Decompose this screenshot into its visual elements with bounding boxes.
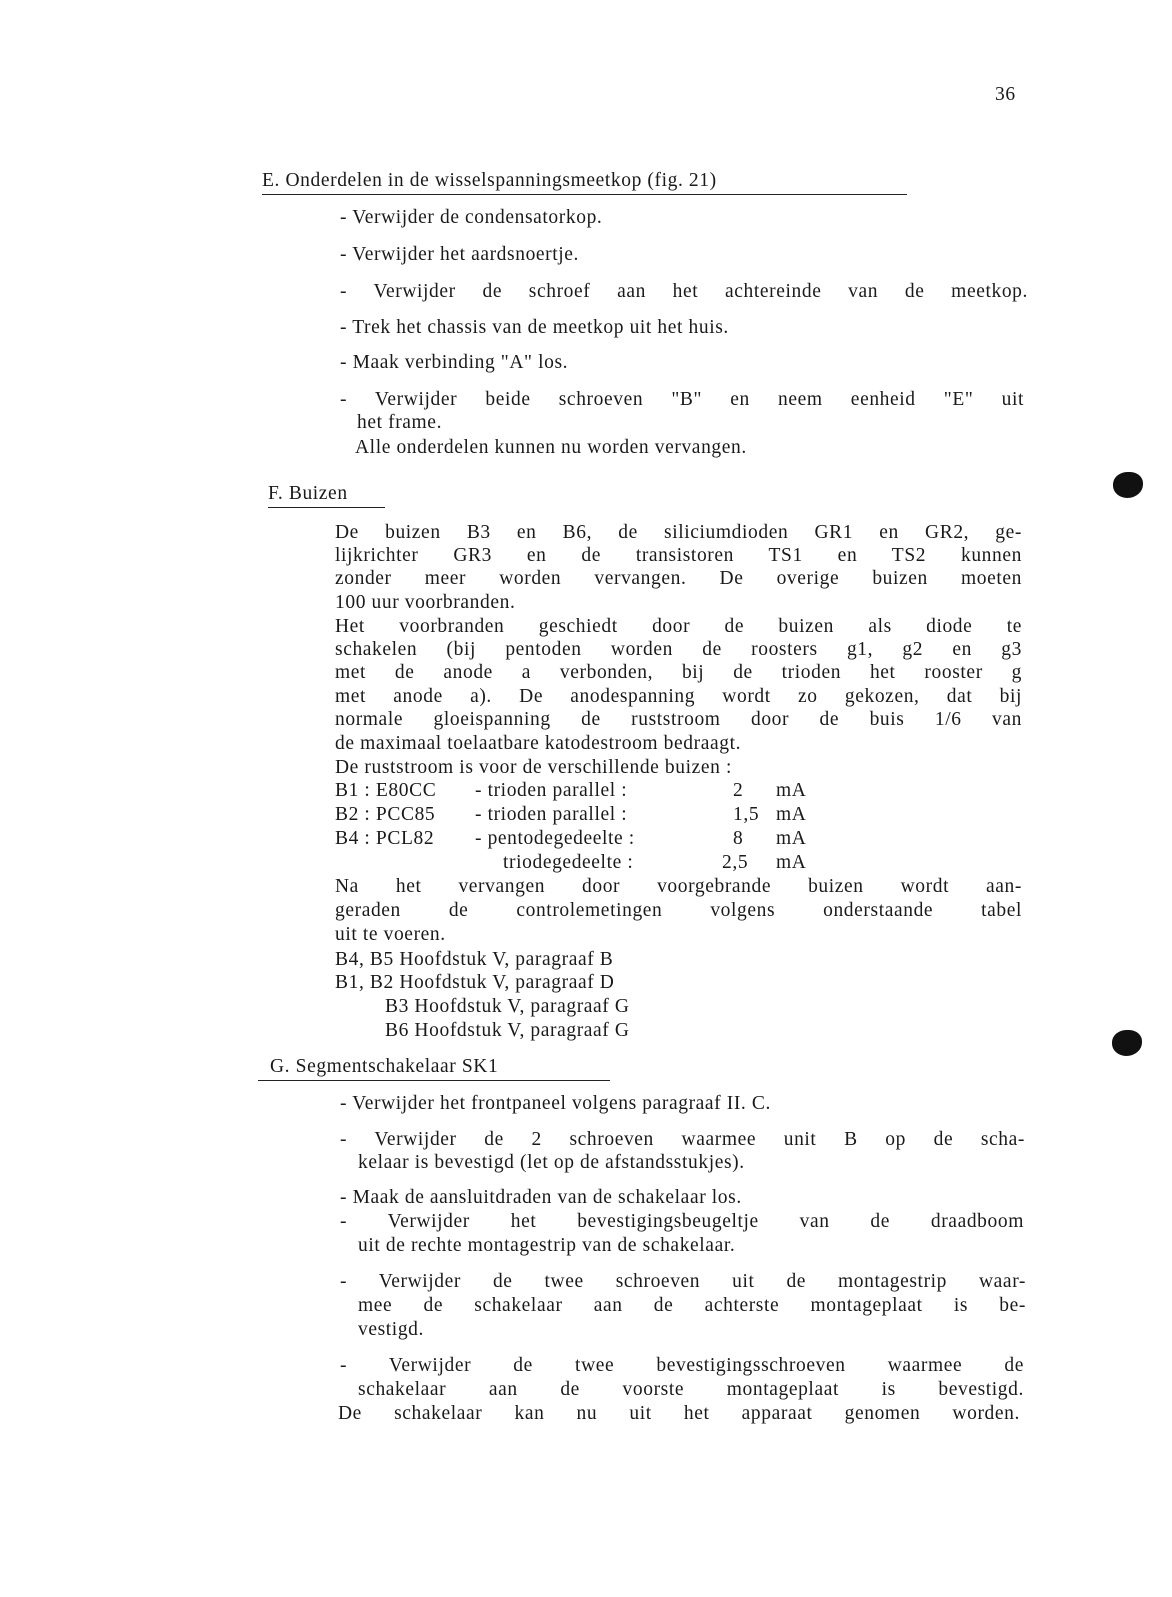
tube-current: 2,5 [722,852,749,873]
tube-name: B4 : PCL82 [335,828,435,849]
text-line: - Verwijder het aardsnoertje. [340,244,580,265]
tube-unit: mA [776,780,807,801]
text-line: Het voorbranden geschiedt door de buizen als diode te [335,616,1022,637]
tube-unit: mA [776,804,807,825]
text-line: - Verwijder de condensatorkop. [340,207,603,228]
tube-current: 1,5 [733,804,760,825]
text-line: - Maak de aansluitdraden van de schakelaar los. [340,1187,742,1208]
text-line: Alle onderdelen kunnen nu worden vervangen. [355,437,747,458]
text-line: schakelaar aan de voorste montageplaat is bevestigd. [358,1379,1024,1400]
text-line: - Verwijder beide schroeven "B" en neem eenheid "E" uit [340,389,1024,410]
text-line: uit de rechte montagestrip van de schakelaar. [358,1235,736,1256]
text-line: geraden de controlemetingen volgens onderstaande tabel [335,900,1022,921]
tube-name: B2 : PCC85 [335,804,436,825]
text-line: kelaar is bevestigd (let op de afstandsstukjes). [358,1152,745,1173]
page-number: 36 [995,84,1016,105]
text-line: schakelen (bij pentoden worden de roosters g1, g2 en g3 [335,639,1022,660]
text-line: zonder meer worden vervangen. De overige buizen moeten [335,568,1022,589]
reference-line: B1, B2 Hoofdstuk V, paragraaf D [335,972,615,993]
reference-line: B3 Hoofdstuk V, paragraaf G [385,996,630,1017]
reference-line: B6 Hoofdstuk V, paragraaf G [385,1020,630,1041]
reference-line: B4, B5 Hoofdstuk V, paragraaf B [335,949,614,970]
tube-unit: mA [776,852,807,873]
text-line: De ruststroom is voor de verschillende buizen : [335,757,732,778]
section-g-heading: G. Segmentschakelaar SK1 [258,1056,610,1081]
section-e-heading: E. Onderdelen in de wisselspanningsmeetkop (fig. 21) [262,170,907,195]
text-line: - Verwijder de twee bevestigingsschroeven waarmee de [340,1355,1024,1376]
text-line: - Verwijder de 2 schroeven waarmee unit B op de scha- [340,1129,1025,1150]
text-line: vestigd. [358,1319,425,1340]
tube-unit: mA [776,828,807,849]
tube-part: - trioden parallel : [475,804,628,825]
text-line: normale gloeispanning de ruststroom door de buis 1/6 van [335,709,1022,730]
tube-part: - trioden parallel : [475,780,628,801]
text-line: Na het vervangen door voorgebrande buizen wordt aan- [335,876,1022,897]
text-line: met anode a). De anodespanning wordt zo gekozen, dat bij [335,686,1022,707]
text-line: het frame. [357,412,443,433]
text-line: - Maak verbinding "A" los. [340,352,569,373]
tube-part: triodegedeelte : [503,852,634,873]
text-line: mee de schakelaar aan de achterste montageplaat is be- [358,1295,1026,1316]
tube-current: 2 [733,780,744,801]
text-line: - Verwijder het bevestigingsbeugeltje van de draadboom [340,1211,1024,1232]
text-line: - Trek het chassis van de meetkop uit het huis. [340,317,729,338]
text-line: lijkrichter GR3 en de transistoren TS1 en TS2 kunnen [335,545,1022,566]
text-line: met de anode a verbonden, bij de trioden het rooster g [335,662,1022,683]
tube-current: 8 [733,828,744,849]
text-line: - Verwijder de twee schroeven uit de montagestrip waar- [340,1271,1026,1292]
tube-name: B1 : E80CC [335,780,437,801]
text-line: - Verwijder het frontpaneel volgens paragraaf II. C. [340,1093,771,1114]
text-line: - Verwijder de schroef aan het achtereinde van de meetkop. [340,281,1028,302]
text-line: de maximaal toelaatbare katodestroom bedraagt. [335,733,742,754]
text-line: 100 uur voorbranden. [335,592,516,613]
punch-hole-mark [1113,472,1143,498]
text-line: De schakelaar kan nu uit het apparaat genomen worden. [338,1403,1020,1424]
text-line: uit te voeren. [335,924,446,945]
section-f-heading: F. Buizen [268,483,385,508]
tube-part: - pentodegedeelte : [475,828,635,849]
punch-hole-mark [1112,1030,1142,1056]
text-line: De buizen B3 en B6, de siliciumdioden GR1 en GR2, ge- [335,522,1022,543]
